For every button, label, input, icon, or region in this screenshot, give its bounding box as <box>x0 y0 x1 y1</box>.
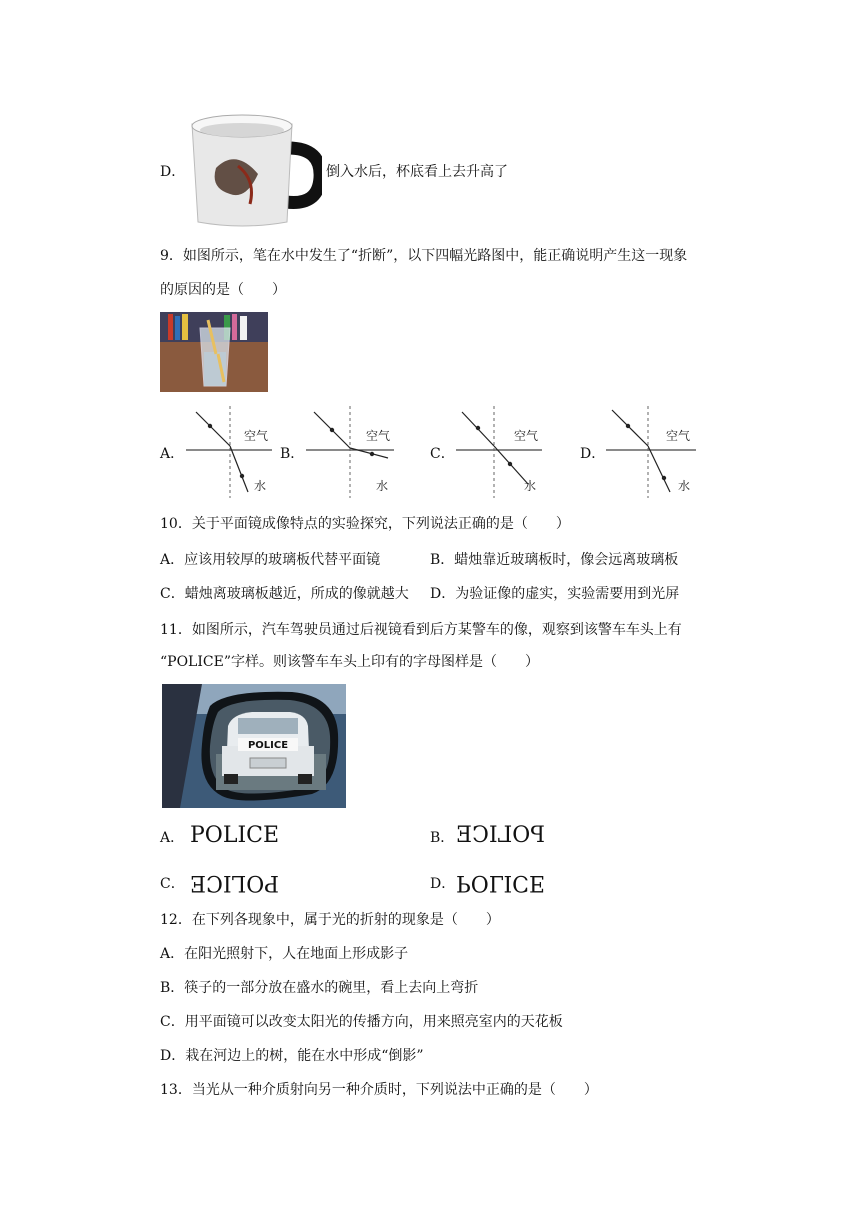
police-sign-text: POLICE <box>247 740 289 751</box>
ray-arrow <box>626 424 630 428</box>
air-label: 空气 <box>366 429 391 443</box>
q11-option-label: C． <box>160 876 185 892</box>
q10-option-d: D．为验证像的虚实，实验需要用到光屏 <box>430 586 680 602</box>
refracted-ray <box>648 446 670 492</box>
q10-stem: 10．关于平面镜成像特点的实验探究，下列说法正确的是（ ） <box>160 516 570 532</box>
q9-stem-line1: 9．如图所示，笔在水中发生了“折断”，以下四幅光路图中，能正确说明产生这一现象 <box>160 248 688 264</box>
water-label: 水 <box>254 479 267 493</box>
q11-option-label: A． <box>160 830 185 846</box>
refraction-diagram <box>606 404 696 500</box>
air-label: 空气 <box>244 429 269 443</box>
ray-arrow <box>508 462 512 466</box>
q10-option-a: A．应该用较厚的玻璃板代替平面镜 <box>160 552 381 568</box>
q9-option-label: D． <box>580 446 606 462</box>
q11-option-lettering: POLICE <box>456 823 546 848</box>
water-label: 水 <box>524 479 537 493</box>
water-label: 水 <box>376 479 389 493</box>
q13-stem: 13．当光从一种介质射向另一种介质时，下列说法中正确的是（ ） <box>160 1082 598 1098</box>
q12-option-a: A．在阳光照射下，人在地面上形成影子 <box>160 946 409 962</box>
refraction-diagram <box>456 404 542 500</box>
q12-option-d: D．栽在河边上的树，能在水中形成“倒影” <box>160 1048 424 1064</box>
q11-option-label: B． <box>430 830 455 846</box>
water-label: 水 <box>678 479 691 493</box>
incident-ray <box>196 412 230 446</box>
q10-option-b: B．蜡烛靠近玻璃板时，像会远离玻璃板 <box>430 552 679 568</box>
refraction-diagram <box>306 404 394 500</box>
ray-arrow <box>240 474 244 478</box>
q9-option-label: C． <box>430 446 455 462</box>
pencil-in-glass-photo <box>160 312 268 392</box>
ray-arrow <box>330 428 334 432</box>
q9-stem-line2: 的原因的是（ ） <box>160 282 286 298</box>
mug-photo <box>186 108 322 228</box>
q9-option-label: A． <box>160 446 185 462</box>
q12-option-b: B．筷子的一部分放在盛水的碗里，看上去向上弯折 <box>160 980 479 996</box>
air-label: 空气 <box>666 429 691 443</box>
q11-stem-line2: “POLICE”字样。则该警车车头上印有的字母图样是（ ） <box>160 654 539 670</box>
q11-option-lettering: POLICE <box>456 870 546 895</box>
q12-option-c: C．用平面镜可以改变太阳光的传播方向，用来照亮室内的天花板 <box>160 1014 563 1030</box>
q8-option-d-text: 倒入水后，杯底看上去升高了 <box>326 164 508 180</box>
refracted-ray <box>230 446 248 492</box>
q11-option-lettering: POLICE <box>190 823 280 848</box>
ray-arrow <box>662 476 666 480</box>
q10-option-c: C．蜡烛离玻璃板越近，所成的像就越大 <box>160 586 409 602</box>
refraction-diagram <box>186 404 272 500</box>
ray-arrow <box>476 426 480 430</box>
q11-option-label: D． <box>430 876 456 892</box>
ray-arrow <box>370 452 374 456</box>
ray-arrow <box>208 424 212 428</box>
q11-option-lettering: POLICE <box>190 870 280 895</box>
q8-option-d-label: D． <box>160 164 186 180</box>
police-car-mirror-photo <box>162 684 346 808</box>
q11-stem-line1: 11．如图所示，汽车驾驶员通过后视镜看到后方某警车的像，观察到该警车车头上有 <box>160 622 682 638</box>
q9-option-label: B． <box>280 446 305 462</box>
q12-stem: 12．在下列各现象中，属于光的折射的现象是（ ） <box>160 912 500 928</box>
incident-ray <box>612 410 648 446</box>
air-label: 空气 <box>514 429 539 443</box>
